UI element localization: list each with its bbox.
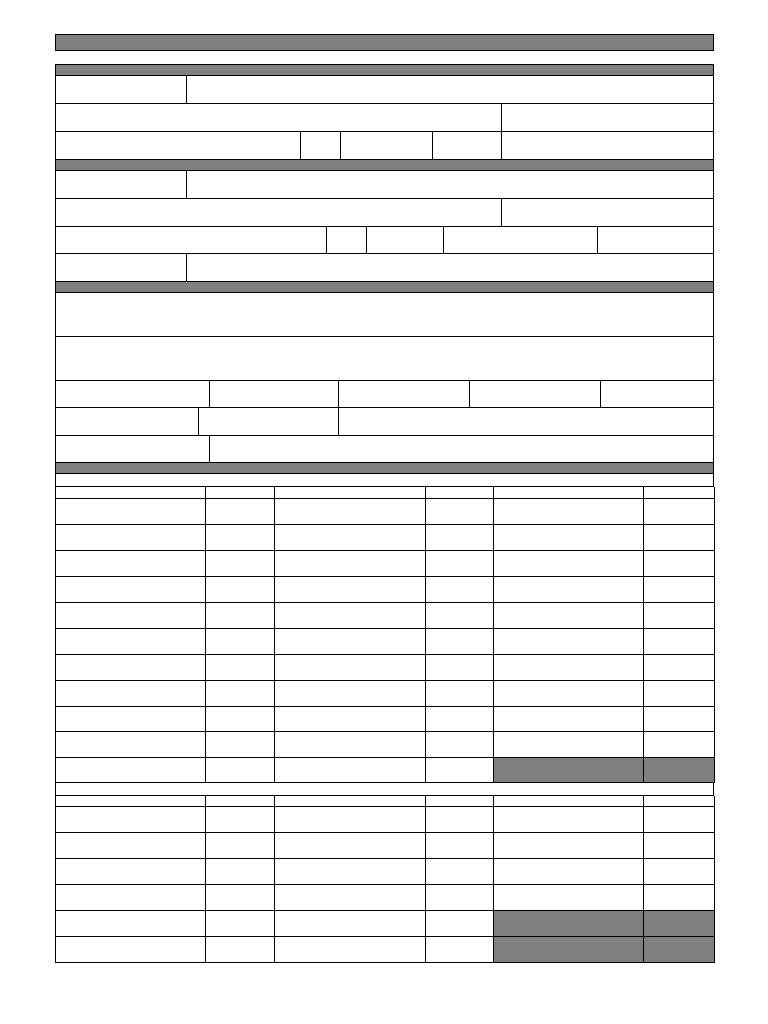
- section-3-field-e[interactable]: [601, 381, 713, 406]
- table-1-cell[interactable]: [425, 628, 494, 655]
- table-1-cell[interactable]: [643, 680, 715, 707]
- table-2-cell[interactable]: [643, 832, 715, 859]
- table-2-shaded-cell: [643, 910, 715, 937]
- section-2-field-state[interactable]: [327, 227, 365, 252]
- section-1-field-extra[interactable]: [433, 132, 500, 159]
- table-1-cell[interactable]: [425, 576, 494, 603]
- table-1-cell[interactable]: [425, 680, 494, 707]
- section-2-field-email[interactable]: [598, 227, 713, 252]
- section-2-header: [55, 159, 714, 171]
- table-1-cell[interactable]: [55, 602, 206, 629]
- table-1-cell[interactable]: [643, 498, 715, 525]
- table-1-cell[interactable]: [205, 680, 275, 707]
- table-1-cell[interactable]: [493, 628, 644, 655]
- table-1-cell[interactable]: [205, 498, 275, 525]
- table-2-cell[interactable]: [643, 884, 715, 911]
- section-3-field-f[interactable]: [56, 408, 197, 434]
- table-2-cell[interactable]: [274, 936, 426, 963]
- table-1-cell[interactable]: [493, 550, 644, 577]
- table-1-cell[interactable]: [55, 628, 206, 655]
- form-title-bar: [55, 34, 714, 51]
- section-3-field-d[interactable]: [470, 381, 599, 406]
- section-1-field-city[interactable]: [56, 132, 299, 159]
- table-1-shaded-cell: [493, 757, 644, 783]
- table-1-cell[interactable]: [205, 706, 275, 732]
- section-3-header: [55, 281, 714, 293]
- table-1-cell[interactable]: [493, 602, 644, 629]
- table-1-cell[interactable]: [643, 654, 715, 681]
- table-1-cell[interactable]: [55, 757, 206, 783]
- table-2-cell[interactable]: [55, 910, 206, 937]
- table-2-shaded-cell: [493, 936, 644, 963]
- table-1-cell[interactable]: [643, 731, 715, 758]
- table-1-cell[interactable]: [425, 550, 494, 577]
- table-1-cell[interactable]: [274, 706, 426, 732]
- table-2-cell[interactable]: [55, 806, 206, 833]
- section-4-header: [55, 462, 714, 474]
- table-1-cell[interactable]: [493, 654, 644, 681]
- table-2-cell[interactable]: [205, 832, 275, 859]
- table-2-cell[interactable]: [643, 806, 715, 833]
- table-1-cell[interactable]: [205, 731, 275, 758]
- table-2-cell[interactable]: [55, 832, 206, 859]
- section-3-field-i-input[interactable]: [210, 436, 713, 462]
- table-2-cell[interactable]: [493, 884, 644, 911]
- table-2-cell[interactable]: [425, 806, 494, 833]
- table-2-cell[interactable]: [425, 910, 494, 937]
- table-1-cell[interactable]: [274, 757, 426, 783]
- section-3-notes-area[interactable]: [56, 337, 713, 379]
- section-1-field-phone[interactable]: [502, 104, 713, 159]
- table-2-cell[interactable]: [493, 858, 644, 885]
- table-1-shaded-cell: [643, 757, 715, 783]
- table-1-cell[interactable]: [643, 550, 715, 577]
- table-2-cell[interactable]: [493, 832, 644, 859]
- table-1-cell[interactable]: [205, 654, 275, 681]
- table-1-cell[interactable]: [425, 602, 494, 629]
- section-1-field-zip[interactable]: [341, 132, 431, 159]
- section-2-field-name-label: [56, 172, 185, 197]
- section-2-field-name-input[interactable]: [187, 172, 713, 197]
- table-1-cell[interactable]: [55, 576, 206, 603]
- table-1-cell[interactable]: [493, 524, 644, 551]
- table-1-cell[interactable]: [274, 498, 426, 525]
- table-2-cell[interactable]: [425, 832, 494, 859]
- table-1-cell[interactable]: [205, 524, 275, 551]
- table-2-cell[interactable]: [205, 884, 275, 911]
- table-1-cell[interactable]: [55, 550, 206, 577]
- table-2-cell[interactable]: [274, 832, 426, 859]
- table-1-cell[interactable]: [205, 602, 275, 629]
- table-2-cell[interactable]: [205, 806, 275, 833]
- table-2-cell[interactable]: [274, 806, 426, 833]
- table-2-cell[interactable]: [425, 884, 494, 911]
- table-2-cell[interactable]: [274, 858, 426, 885]
- table-1-cell[interactable]: [425, 731, 494, 758]
- table-1-cell[interactable]: [205, 757, 275, 783]
- table-1-cell[interactable]: [55, 706, 206, 732]
- table-1-cell[interactable]: [643, 576, 715, 603]
- table-1-cell[interactable]: [55, 498, 206, 525]
- table-1-cell[interactable]: [55, 654, 206, 681]
- table-1-cell[interactable]: [643, 706, 715, 732]
- section-3-field-c[interactable]: [339, 381, 468, 406]
- table-1-cell[interactable]: [643, 524, 715, 551]
- table-2-cell[interactable]: [205, 910, 275, 937]
- section-2-field-contact-input[interactable]: [187, 254, 713, 281]
- table-2-cell[interactable]: [425, 936, 494, 963]
- table-1-cell[interactable]: [274, 731, 426, 758]
- table-2-cell[interactable]: [493, 806, 644, 833]
- table-1-cell[interactable]: [274, 680, 426, 707]
- table-1-cell[interactable]: [55, 524, 206, 551]
- section-3-field-a[interactable]: [56, 381, 208, 406]
- table-1-cell[interactable]: [274, 628, 426, 655]
- table-2-cell[interactable]: [55, 858, 206, 885]
- table-1-cell[interactable]: [493, 498, 644, 525]
- table-1-cell[interactable]: [274, 576, 426, 603]
- table-1-cell[interactable]: [274, 550, 426, 577]
- table-1-cell[interactable]: [493, 680, 644, 707]
- table-2-cell[interactable]: [643, 858, 715, 885]
- section-3-field-h[interactable]: [339, 408, 713, 434]
- table-2-cell[interactable]: [425, 858, 494, 885]
- table-1-cell[interactable]: [55, 731, 206, 758]
- section-1-field-address[interactable]: [56, 104, 500, 130]
- section-1-field-name-input[interactable]: [187, 77, 713, 102]
- section-1-header: [55, 64, 714, 76]
- table-1-cell[interactable]: [274, 602, 426, 629]
- table-1-cell[interactable]: [643, 628, 715, 655]
- section-2-field-zip[interactable]: [367, 227, 442, 252]
- section-1-field-state[interactable]: [301, 132, 339, 159]
- table-2-cell[interactable]: [205, 936, 275, 963]
- table-1-cell[interactable]: [205, 628, 275, 655]
- table-1-cell[interactable]: [425, 706, 494, 732]
- table-1-cell[interactable]: [643, 602, 715, 629]
- section-3-field-b[interactable]: [210, 381, 337, 406]
- table-1-cell[interactable]: [274, 524, 426, 551]
- section-3-field-i-label: [56, 436, 208, 462]
- section-3-description-area[interactable]: [56, 294, 713, 335]
- section-2-field-address[interactable]: [56, 199, 500, 225]
- section-3-field-g[interactable]: [199, 408, 337, 434]
- table-2-cell[interactable]: [205, 858, 275, 885]
- table-1-cell[interactable]: [493, 576, 644, 603]
- table-1-cell[interactable]: [274, 654, 426, 681]
- section-1-field-name-label: [56, 77, 185, 102]
- section-2-field-phone[interactable]: [502, 199, 713, 225]
- table-1-cell[interactable]: [425, 654, 494, 681]
- table-2-shaded-cell: [493, 910, 644, 937]
- table-1-cell[interactable]: [493, 731, 644, 758]
- section-2-field-fax[interactable]: [444, 227, 596, 252]
- table-1-cell[interactable]: [205, 550, 275, 577]
- table-2-cell[interactable]: [274, 884, 426, 911]
- section-2-field-contact-label: [56, 254, 185, 281]
- table-1-cell[interactable]: [493, 706, 644, 732]
- table-1-cell[interactable]: [425, 498, 494, 525]
- table-1-cell[interactable]: [55, 680, 206, 707]
- table-1-cell[interactable]: [425, 524, 494, 551]
- table-2-shaded-cell: [643, 936, 715, 963]
- table-2-cell[interactable]: [55, 884, 206, 911]
- table-1-cell[interactable]: [425, 757, 494, 783]
- table-1-cell[interactable]: [205, 576, 275, 603]
- section-2-field-city[interactable]: [56, 227, 325, 252]
- table-2-cell[interactable]: [274, 910, 426, 937]
- table-2-cell[interactable]: [55, 936, 206, 963]
